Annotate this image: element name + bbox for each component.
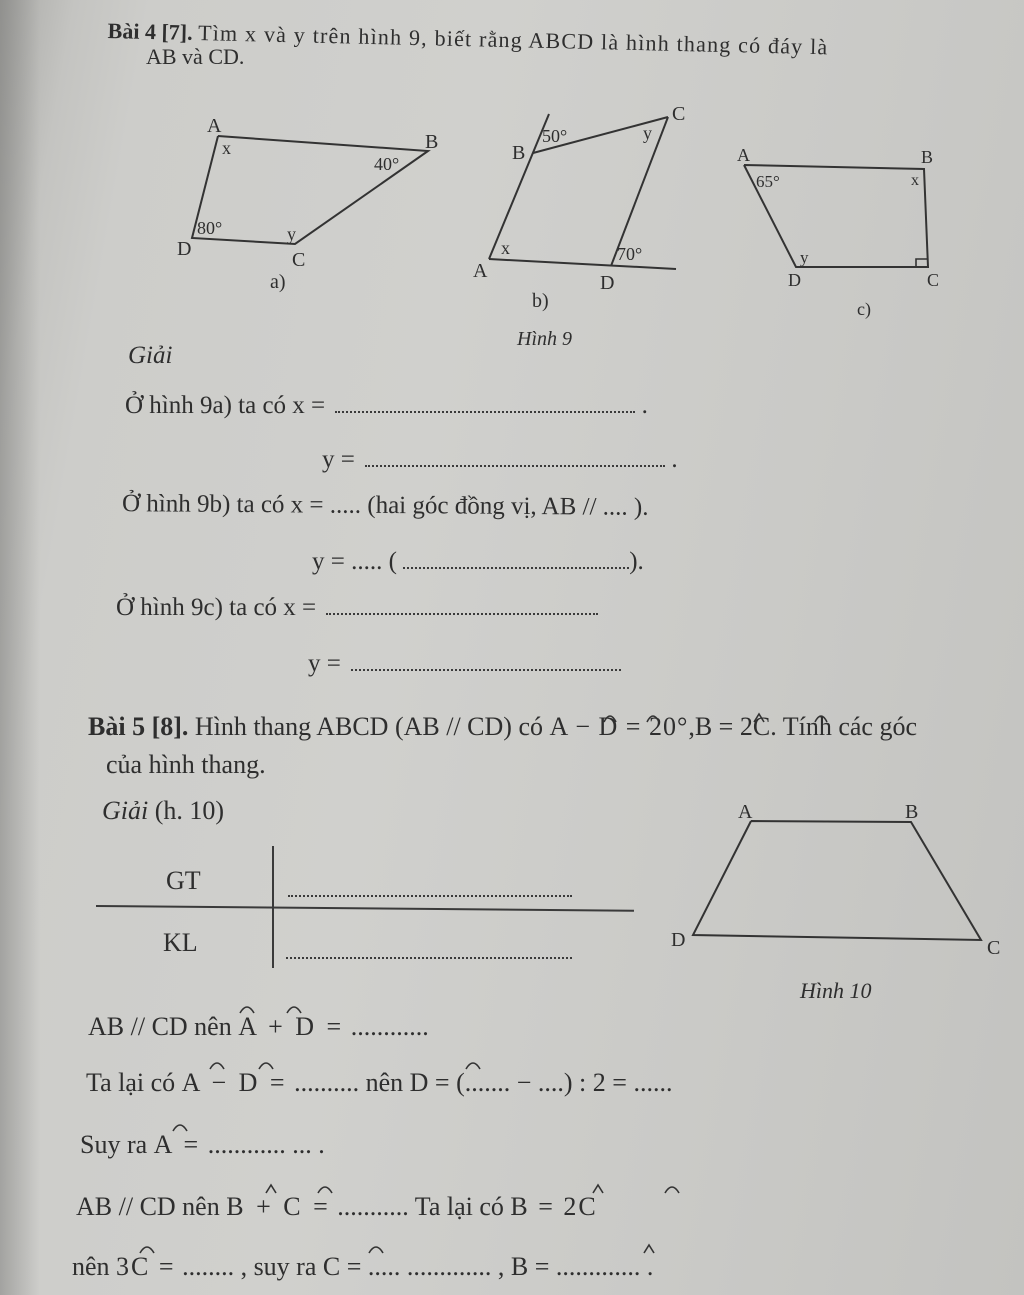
svg-text:65°: 65° xyxy=(756,172,780,191)
sol5-line-5: nên 3C = ........ , suy ra C = ..... ............. , B = ............. . xyxy=(72,1252,654,1281)
kl-label: KL xyxy=(163,928,198,957)
svg-text:a): a) xyxy=(270,271,286,293)
svg-text:70°: 70° xyxy=(617,244,643,264)
figure-10 xyxy=(660,790,1024,1010)
sol4-line-9b-x: Ở hình 9b) ta có x = ..... (hai góc đồng vị, AB // .... ). xyxy=(121,490,649,521)
solution5-title: Giải (h. 10) xyxy=(102,796,225,825)
sol5-line-4: AB // CD nên B + C = ........... Ta lại có B = 2C xyxy=(76,1192,598,1221)
svg-text:C: C xyxy=(292,249,306,271)
svg-text:D: D xyxy=(177,238,192,260)
answer-blank-C[interactable]: ..... ............. , xyxy=(367,1252,505,1281)
bai5-heading: Bài 5 [8]. Hình thang ABCD (AB // CD) có A − D = 20°,B = 2C. Tính các góc xyxy=(88,712,917,741)
svg-text:c): c) xyxy=(857,299,871,319)
svg-text:y: y xyxy=(800,248,809,267)
bai5-condition-2: B = 2C xyxy=(694,712,771,741)
answer-blank-9a-x[interactable] xyxy=(335,411,635,413)
answer-blank-sum-AD[interactable]: ............ xyxy=(350,1012,429,1041)
figure-9c xyxy=(720,130,970,330)
answer-blank-A[interactable]: ............ ... . xyxy=(207,1130,325,1159)
answer-blank-9c-x[interactable] xyxy=(326,613,598,615)
svg-text:x: x xyxy=(911,172,919,189)
gt-answer-blank[interactable] xyxy=(288,895,572,897)
bai5-condition-1: A − D = 20° xyxy=(549,712,689,741)
svg-text:A: A xyxy=(473,260,488,282)
svg-text:y: y xyxy=(643,123,652,143)
bai5-heading-line2: của hình thang. xyxy=(106,750,266,779)
answer-blank-D[interactable]: ...... xyxy=(633,1068,673,1097)
answer-blank-9c-y[interactable] xyxy=(351,669,621,671)
answer-blank-9b-reason[interactable] xyxy=(403,567,629,569)
answer-blank-B[interactable]: ............. . xyxy=(555,1252,654,1281)
sol5-line-3: Suy ra A = ............ ... . xyxy=(80,1130,325,1159)
hat-marks-bai5 xyxy=(590,706,830,726)
svg-text:50°: 50° xyxy=(542,126,568,146)
gtkl-divider-horizontal xyxy=(96,905,634,912)
answer-blank-diff-AD[interactable]: .......... xyxy=(294,1068,360,1097)
solution4-title: Giải xyxy=(128,342,173,369)
svg-text:D: D xyxy=(600,272,615,294)
gtkl-divider-vertical xyxy=(272,846,274,968)
answer-blank-sum-BC[interactable]: ........... xyxy=(337,1192,409,1221)
svg-text:x: x xyxy=(222,138,231,158)
hat-marks-solution5 xyxy=(0,995,1024,1295)
answer-blank-3C[interactable]: ........ , suy ra xyxy=(182,1252,317,1281)
svg-text:80°: 80° xyxy=(197,218,223,238)
svg-text:40°: 40° xyxy=(374,154,400,174)
svg-text:D: D xyxy=(671,929,686,951)
svg-text:A: A xyxy=(738,801,753,823)
sol5-line-1: AB // CD nên A + D = ............ xyxy=(88,1012,429,1041)
figure-9b xyxy=(460,95,710,355)
sol4-line-9c-x: Ở hình 9c) ta có x = xyxy=(116,594,598,622)
svg-text:b): b) xyxy=(532,290,549,312)
answer-blank-9a-y[interactable] xyxy=(365,465,665,467)
svg-text:B: B xyxy=(921,147,934,167)
bai4-heading-line2: AB và CD. xyxy=(146,44,245,69)
bai4-text: Tìm x và y trên hình 9, biết rằng ABCD là hình thang có đáy là xyxy=(197,20,829,60)
svg-text:C: C xyxy=(927,270,940,290)
svg-text:x: x xyxy=(501,238,510,258)
svg-text:Hình 9: Hình 9 xyxy=(517,328,572,350)
kl-answer-blank[interactable] xyxy=(286,957,572,959)
svg-text:B: B xyxy=(905,801,919,823)
figure-9a xyxy=(150,100,470,300)
bai4-number: Bài 4 [7]. xyxy=(107,18,193,45)
svg-text:A: A xyxy=(737,145,750,165)
sol4-line-9c-y: y = xyxy=(308,650,621,678)
gt-label: GT xyxy=(166,866,201,895)
sol4-line-9a-y: y = . xyxy=(322,446,678,473)
svg-text:B: B xyxy=(512,142,526,164)
svg-text:C: C xyxy=(987,937,1001,959)
svg-text:A: A xyxy=(207,115,222,137)
svg-text:D: D xyxy=(788,270,801,290)
svg-text:Hình 10: Hình 10 xyxy=(800,978,872,1003)
sol5-line-2: Ta lại có A − D = .......... nên D = (....... − ....) : 2 = ...... xyxy=(86,1068,673,1097)
sol4-line-9b-y: y = ..... ( ). xyxy=(312,548,644,575)
svg-text:C: C xyxy=(672,103,686,125)
svg-text:y: y xyxy=(287,224,296,244)
svg-text:B: B xyxy=(425,131,439,153)
sol4-line-9a-x: Ở hình 9a) ta có x = . xyxy=(125,392,648,419)
